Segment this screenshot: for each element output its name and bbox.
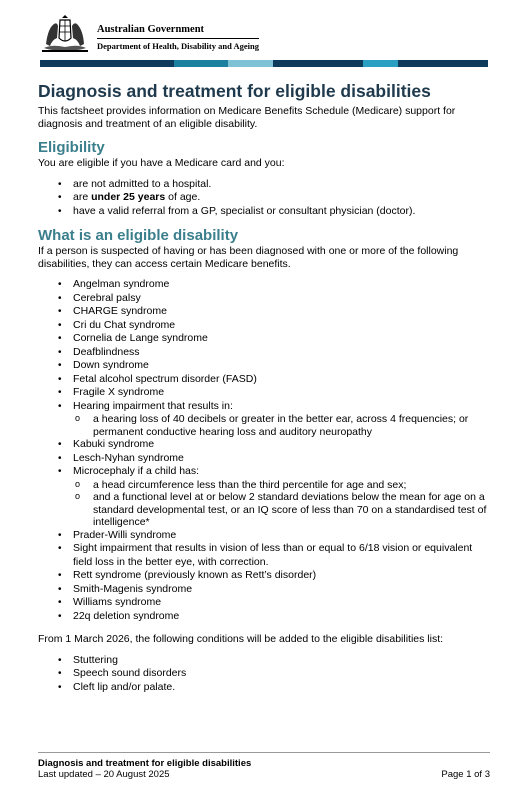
age-limit: under 25 years bbox=[91, 191, 166, 203]
last-updated: Last updated – 20 August 2025 bbox=[38, 769, 170, 780]
list-item: • Kabuki syndrome bbox=[38, 438, 490, 452]
government-wordmark bbox=[97, 24, 259, 51]
footer-row bbox=[38, 769, 490, 781]
list-item: • Cri du Chat syndrome bbox=[38, 319, 490, 333]
footer-title: Diagnosis and treatment for eligible disabilities bbox=[38, 758, 252, 769]
list-item: • Deafblindness bbox=[38, 346, 490, 360]
band-segment bbox=[174, 60, 228, 67]
list-item: • Smith-Magenis syndrome bbox=[38, 583, 490, 597]
microcephaly-sublist bbox=[73, 479, 490, 529]
band-segment bbox=[363, 60, 399, 67]
list-item: • Angelman syndrome bbox=[38, 278, 490, 292]
list-item-text: Microcephaly if a child has: bbox=[73, 465, 200, 477]
list-item-text: of age. bbox=[165, 191, 201, 203]
hearing-sublist bbox=[73, 413, 490, 438]
factsheet-body bbox=[38, 80, 490, 694]
added-conditions-list bbox=[38, 654, 490, 695]
page-title: Diagnosis and treatment for eligible disabilities bbox=[38, 81, 431, 101]
band-segment bbox=[40, 60, 174, 67]
eligibility-heading: Eligibility bbox=[38, 139, 105, 156]
government-name: Australian Government bbox=[97, 24, 205, 35]
band-segment bbox=[273, 60, 363, 67]
disability-list bbox=[38, 278, 490, 623]
list-item: • are not admitted to a hospital. bbox=[38, 178, 490, 192]
sub-list-item: o and a functional level at or below 2 standard deviations below the mean for age on a standard developmental test, or an IQ score of less than 70 on a standardised test of intelligence* bbox=[73, 491, 490, 529]
page-header bbox=[40, 14, 480, 58]
list-item: • Williams syndrome bbox=[38, 596, 490, 610]
list-item: • have a valid referral from a GP, specialist or consultant physician (doctor). bbox=[38, 205, 490, 219]
eligibility-list bbox=[38, 178, 490, 219]
coat-of-arms-icon bbox=[40, 14, 90, 54]
list-item: • Lesch-Nyhan syndrome bbox=[38, 452, 490, 466]
list-item: • Cleft lip and/or palate. bbox=[38, 681, 490, 695]
list-item: • Fragile X syndrome bbox=[38, 386, 490, 400]
page-number: Page 1 of 3 bbox=[441, 769, 490, 780]
list-item: • Down syndrome bbox=[38, 359, 490, 373]
list-item: • Sight impairment that results in vision of less than or equal to 6/18 vision or equivalent field loss in the better eye, with correction. bbox=[38, 542, 490, 569]
list-item: • Stuttering bbox=[38, 654, 490, 668]
band-segment bbox=[228, 60, 273, 67]
list-item-text: Hearing impairment that results in: bbox=[73, 399, 233, 412]
colour-band bbox=[40, 60, 488, 67]
list-item: • Cerebral palsy bbox=[38, 292, 490, 306]
sub-list-item: o a hearing loss of 40 decibels or greater in the better ear, across 4 frequencies; or permanent conductive hearing loss and auditory neuropathy bbox=[73, 413, 490, 438]
list-item: • Fetal alcohol spectrum disorder (FASD) bbox=[38, 373, 490, 387]
eligible-disability-lead: If a person is suspected of having or has been diagnosed with one or more of the following disabilities, they can access certain Medicare benefits. bbox=[38, 245, 459, 270]
intro-paragraph: This factsheet provides information on Medicare Benefits Schedule (Medicare) support for diagnosis and treatment of an eligible disability. bbox=[38, 105, 456, 130]
list-item bbox=[38, 465, 490, 529]
page-footer bbox=[38, 752, 490, 781]
band-segment bbox=[398, 60, 488, 67]
list-item: • Cornelia de Lange syndrome bbox=[38, 332, 490, 346]
added-conditions-lead: From 1 March 2026, the following conditions will be added to the eligible disabilities list: bbox=[38, 633, 444, 645]
department-name: Department of Health, Disability and Ageing bbox=[97, 38, 259, 51]
list-item: • Speech sound disorders bbox=[38, 667, 490, 681]
list-item: • 22q deletion syndrome bbox=[38, 610, 490, 624]
eligible-disability-heading: What is an eligible disability bbox=[38, 227, 239, 244]
list-item: • Rett syndrome (previously known as Rett’s disorder) bbox=[38, 569, 490, 583]
list-item: • CHARGE syndrome bbox=[38, 305, 490, 319]
list-item bbox=[38, 191, 490, 205]
list-item-text: are bbox=[73, 191, 92, 203]
list-item bbox=[38, 400, 490, 439]
sub-list-item: o a head circumference less than the third percentile for age and sex; bbox=[73, 479, 490, 492]
list-item: • Prader-Willi syndrome bbox=[38, 529, 490, 543]
eligibility-lead: You are eligible if you have a Medicare card and you: bbox=[38, 157, 285, 169]
